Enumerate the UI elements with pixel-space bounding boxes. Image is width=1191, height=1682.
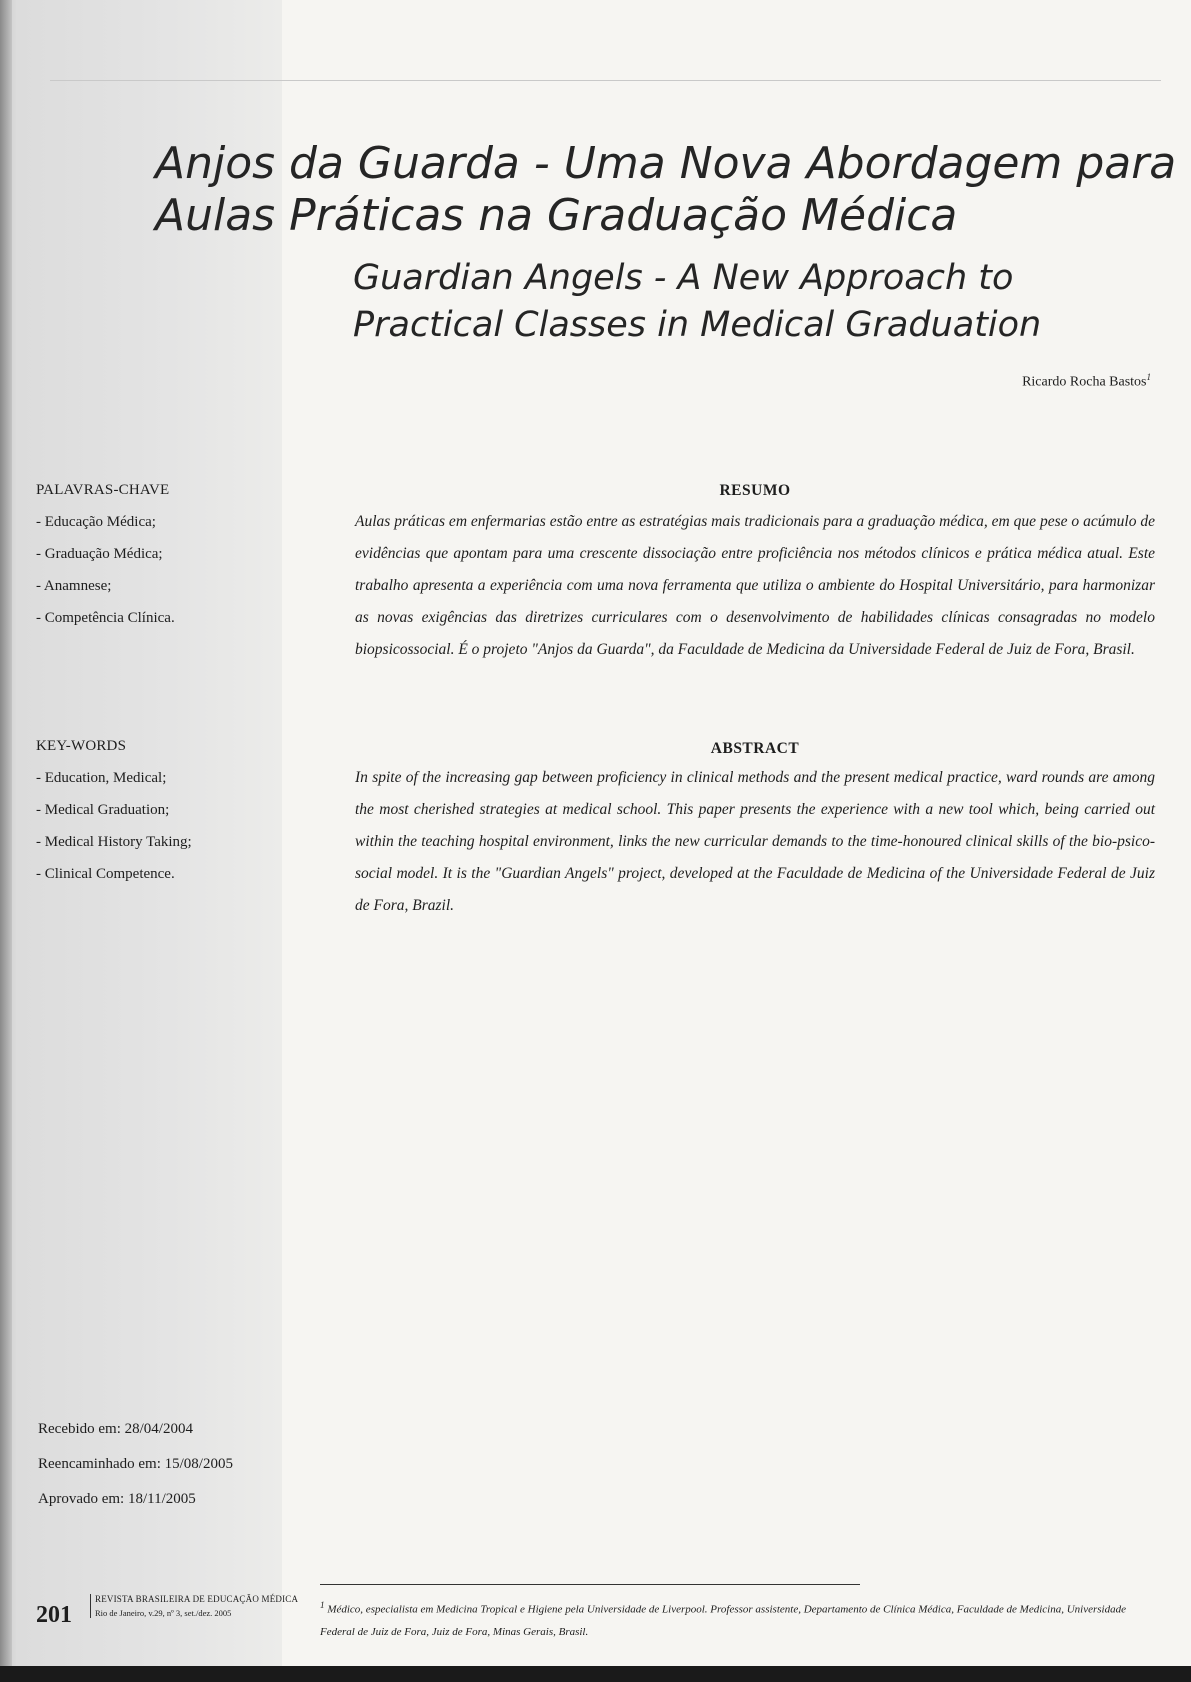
scan-bottom-edge (0, 1666, 1191, 1682)
journal-reference: Rio de Janeiro, v.29, nº 3, set./dez. 2005 (95, 1608, 232, 1618)
journal-name: REVISTA BRASILEIRA DE EDUCAÇÃO MÉDICA (95, 1594, 299, 1604)
title-pt-line-1: Anjos da Guarda - Uma Nova Abordagem para (155, 138, 1177, 189)
author-name: Ricardo Rocha Bastos (1022, 374, 1147, 390)
keywords-pt-list (36, 506, 175, 634)
keywords-en-heading: KEY-WORDS (36, 738, 127, 754)
date-approved: Aprovado em: 18/11/2005 (38, 1491, 196, 1507)
keyword-item: - Graduação Médica; (36, 546, 163, 562)
keyword-item: - Medical Graduation; (36, 802, 170, 818)
author-line (1022, 372, 1151, 391)
author-footnote (320, 1594, 1160, 1643)
keyword-item: - Educação Médica; (36, 514, 156, 530)
abstract-text: In spite of the increasing gap between proficiency in clinical methods and the present medical practice, ward rounds are among the most cherished strategies at medical school. This paper presents the experience with a new tool which, being carried out within the teaching hospital environment, links the new curricular demands to the time-honoured clinical skills of the bio-psico-social model. It is the "Guardian Angels" project, developed at the Faculdade de Medicina of the Universidade Federal de Juiz de Fora, Brazil. (355, 769, 1155, 914)
keywords-en (36, 730, 192, 890)
title-en-line-1: Guardian Angels - A New Approach to (353, 258, 1014, 298)
keyword-item: - Medical History Taking; (36, 834, 192, 850)
footnote-text: Médico, especialista em Medicina Tropical e Higiene pela Universidade de Liverpool. Professor assistente, Departamento de Clínica Médica, Faculdade de Medicina, Universidade Federal de Juiz de Fora, Juiz de Fora, Minas Gerais, Brasil. (320, 1603, 1126, 1638)
journal-info (90, 1594, 325, 1618)
keyword-item: - Clinical Competence. (36, 866, 175, 882)
page-number: 201 (36, 1602, 72, 1628)
title-en-line-2: Practical Classes in Medical Graduation (353, 305, 1042, 345)
date-resubmitted: Reencaminhado em: 15/08/2005 (38, 1456, 233, 1472)
keyword-item: - Education, Medical; (36, 770, 167, 786)
title-pt-line-2: Aulas Práticas na Graduação Médica (155, 190, 958, 241)
title-portuguese (155, 138, 1176, 242)
footnote-mark: 1 (320, 1600, 325, 1610)
submission-dates (38, 1412, 233, 1517)
abstract-heading: ABSTRACT (710, 740, 800, 757)
keywords-en-list (36, 762, 192, 890)
resumo-text: Aulas práticas em enfermarias estão entre as estratégias mais tradicionais para a graduação médica, em que pese o acúmulo de evidências que apontam para uma crescente dissociação entre proficiência nos métodos clínicos e prática médica atual. Este trabalho apresenta a experiência com uma nova ferramenta que utiliza o ambiente do Hospital Universitário, para harmonizar as novas exigências das diretrizes curriculares com o desenvolvimento de habilidades clínicas consagradas no modelo biopsicossocial. É o projeto "Anjos da Guarda", da Faculdade de Medicina da Universidade Federal de Juiz de Fora, Brasil. (355, 513, 1155, 658)
header-rule (50, 80, 1161, 81)
date-received: Recebido em: 28/04/2004 (38, 1421, 193, 1437)
keyword-item: - Anamnese; (36, 578, 112, 594)
keywords-pt-heading: PALAVRAS-CHAVE (36, 482, 170, 498)
keywords-pt (36, 474, 175, 634)
page-binding-edge (0, 0, 12, 1682)
keyword-item: - Competência Clínica. (36, 610, 175, 626)
author-footnote-mark: 1 (1146, 372, 1151, 382)
footnote-rule (320, 1584, 860, 1585)
resumo-heading: RESUMO (719, 482, 791, 499)
title-english (353, 255, 1041, 349)
